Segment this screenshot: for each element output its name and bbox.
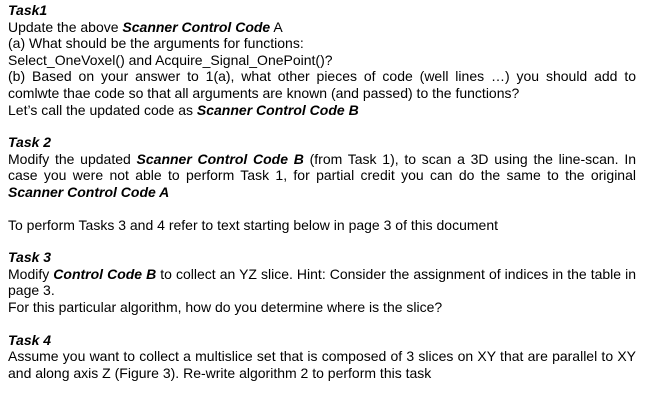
task-1-line-1-suffix: A (270, 18, 283, 35)
task-1-heading: Task1 (8, 2, 48, 18)
task-2 (8, 134, 636, 200)
task-3-question: For this particular algorithm, how do you determine where is the slice? (8, 298, 443, 315)
task-1-question-b: (b) Based on your answer to 1(a), what other pieces of code (well lines …) you should add to comlwte thae code so that all arguments are known (and passed) to the functions? (8, 68, 636, 101)
task-2-code-a-term: Scanner Control Code A (8, 183, 170, 200)
task-1-question-a: (a) What should be the arguments for functions: (8, 35, 304, 52)
task-2-text-a: Modify the updated (8, 150, 137, 167)
task-2-code-b-term: Scanner Control Code B (136, 150, 304, 167)
task-3-text-a: Modify (8, 265, 54, 282)
task-1-line-5 (8, 102, 636, 119)
task-4-heading: Task 4 (8, 331, 52, 348)
document-body (8, 2, 636, 381)
task-1-line-1 (8, 19, 636, 36)
task-1-line-1-text: Update the above (8, 18, 123, 35)
task-2-heading: Task 2 (8, 134, 52, 151)
task-3 (8, 249, 636, 315)
scanner-control-code-term: Scanner Control Code (122, 18, 271, 35)
task-1-function-names: Select_OneVoxel() and Acquire_Signal_OnePoint()? (8, 51, 333, 68)
task-2-paragraph (8, 151, 636, 201)
task-3-code-b-term: Control Code B (53, 265, 157, 282)
note (8, 217, 636, 234)
task-3-paragraph (8, 266, 636, 299)
task-4 (8, 332, 636, 382)
task-1-line-5-text: Let’s call the updated code as (8, 101, 197, 118)
note-text: To perform Tasks 3 and 4 refer to text starting below in page 3 of this document (8, 216, 499, 233)
task-2-text-c: (from Task 1), to scan a 3D using the line-scan. In case you were not able to perform Task 1, for partial credit you can do the same to the original (8, 150, 636, 184)
task-4-paragraph: Assume you want to collect a multislice set that is composed of 3 slices on XY that are parallel to XY and along axis Z (Figure 3). Re-write algorithm 2 to perform this task (8, 348, 636, 381)
task-3-text-c: to collect an YZ slice. Hint: Consider the assignment of indices in the table in page 3. (8, 265, 637, 299)
scanner-control-code-b-term: Scanner Control Code B (196, 101, 359, 118)
task-1 (8, 2, 636, 118)
task-3-heading: Task 3 (8, 249, 52, 266)
